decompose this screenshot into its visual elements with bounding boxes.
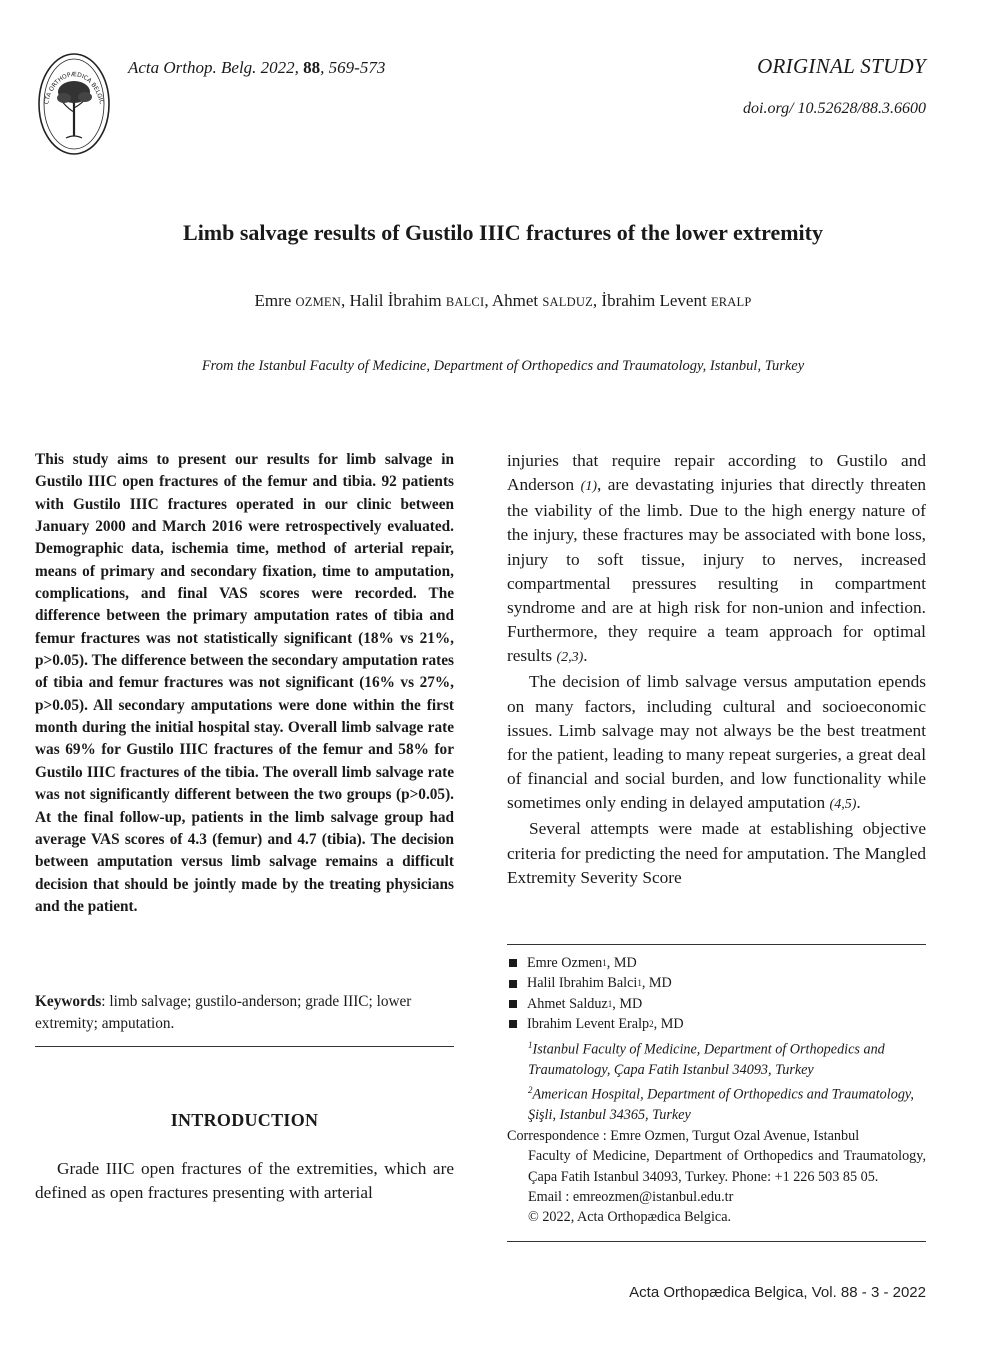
divider: [35, 1046, 454, 1047]
divider: [507, 1241, 926, 1242]
email-link[interactable]: emreozmen@istanbul.edu.tr: [572, 1188, 734, 1205]
copyright: © 2022, Acta Orthopædica Belgica.: [528, 1209, 732, 1226]
doi-link[interactable]: doi.org/ 10.52628/88.3.6600: [743, 100, 926, 117]
divider: [507, 944, 926, 945]
study-type: ORIGINAL STUDY: [757, 54, 926, 78]
citation: (4,5): [829, 797, 857, 813]
footnote-author: Ibrahim Levent Eralp 2 , MD: [507, 1014, 926, 1034]
citation: (2,3): [556, 650, 584, 666]
square-bullet-icon: [509, 1020, 517, 1028]
affiliation: From the Istanbul Faculty of Medicine, Department of Orthopedics and Traumatology, Istanbul, Turkey: [201, 358, 805, 374]
journal-pages: , 569-573: [320, 58, 386, 77]
journal-year: 2022,: [260, 58, 299, 77]
keywords-list: : limb salvage; gustilo-anderson; grade IIIC; lower extremity; amputation.: [35, 993, 412, 1032]
citation: (1): [580, 479, 597, 495]
keywords-label: Keywords: [35, 993, 102, 1010]
author-list: Emre OZMEN, Halil İbrahim BALCI, Ahmet SALDUZ, İbrahim Levent ERALP: [254, 291, 752, 310]
body-paragraph: The decision of limb salvage versus amputation epends on many factors, including cultural and socioeconomic issues. Limb salvage may not always be the best treatment for the patient, leading to many repeat surgeries, a great deal of financial and social burden, and low functionality while sometimes only ending in delayed amputation (4,5).: [507, 672, 926, 813]
footnote-author: Emre Ozmen 1 , MD: [507, 953, 926, 973]
body-paragraph: injuries that require repair according to Gustilo and Anderson (1), are devastating injuries that directly threaten the viability of the limb. Due to the high energy nature of the injury, these fractures may be associated with bone loss, injury to soft tissue, injury to nerves, increased compartmental pressures resulting in compartment syndrome and are at high risk for non-union and infection. Furthermore, they require a team approach for optimal results (2,3).: [507, 451, 927, 666]
section-heading-introduction: INTRODUCTION: [170, 1110, 319, 1130]
introduction-paragraph: Grade IIIC open fractures of the extremities, which are defined as open fractures presenting with arterial: [35, 1159, 454, 1203]
square-bullet-icon: [509, 1000, 517, 1008]
footnote-author: Halil Ibrahim Balci 1 , MD: [507, 973, 926, 993]
body-text-column: [507, 449, 926, 890]
footnote-affiliation-2: $^2$American Hospital, Department of Orthopedics and Traumatology, Şişli, Istanbul 34365, Turkey: [528, 1085, 914, 1124]
square-bullet-icon: [509, 959, 517, 967]
body-paragraph: Several attempts were made at establishing objective criteria for predicting the need for amputation. The Mangled Extremity Severity Score: [507, 819, 926, 887]
correspondence: Correspondence : Emre Ozmen, Turgut Ozal Avenue, Istanbul: [507, 1127, 860, 1144]
page-footer: Acta Orthopædica Belgica, Vol. 88 - 3 - 2022: [629, 1284, 926, 1301]
logo-lettering: CTA ORTHOPÆDICA BELGIC: [42, 71, 106, 106]
correspondence-details: Faculty of Medicine, Department of Orthopedics and Traumatology, Çapa Fatih Istanbul 34093, Turkey. Phone: +1 226 503 85 05.: [528, 1148, 926, 1185]
author-footnote: [507, 953, 926, 1228]
footnote-author: Ahmet Salduz 1 , MD: [507, 994, 926, 1014]
square-bullet-icon: [509, 980, 517, 988]
journal-name: Acta Orthop. Belg.: [128, 58, 257, 77]
article-title: Limb salvage results of Gustilo IIIC fractures of the lower extremity: [183, 220, 823, 245]
keywords: [35, 991, 454, 1035]
abstract: This study aims to present our results for limb salvage in Gustilo IIIC open fractures of the femur and tibia. 92 patients with Gustilo IIIC fractures operated in our clinic between January 2000 and March 2016 were retrospectively evaluated. Demographic data, ischemia time, method of arterial repair, means of primary and secondary fixation, time to amputation, complications, and final VAS scores were recorded. The difference between the primary amputation rates of tibia and femur fractures was not statistically significant (18% vs 21%, p>0.05). The difference between the secondary amputation rates of tibia and femur fractures was not significant (16% vs 27%, p>0.05). All secondary amputations were done within the first month during the initial hospital stay. Overall limb salvage rate was 69% for Gustilo IIIC fractures of the femur and 58% for Gustilo IIIC fractures of the tibia. The overall limb salvage rate was not significantly different between the two groups (p>0.05). At the final follow-up, patients in the limb salvage group had average VAS scores of 4.3 (femur) and 4.7 (tibia). The decision between amputation versus limb salvage remains a difficult decision that should be jointly made by the treating physicians and the patient.: [35, 451, 454, 915]
journal-logo: [36, 52, 112, 156]
email-line: Email : emreozmen@istanbul.edu.tr: [528, 1188, 734, 1205]
journal-reference: [128, 58, 385, 78]
journal-volume: 88: [303, 58, 321, 77]
footnote-affiliation-1: $^1$Istanbul Faculty of Medicine, Department of Orthopedics and Traumatology, Çapa Fatih Istanbul 34093, Turkey: [528, 1039, 885, 1078]
